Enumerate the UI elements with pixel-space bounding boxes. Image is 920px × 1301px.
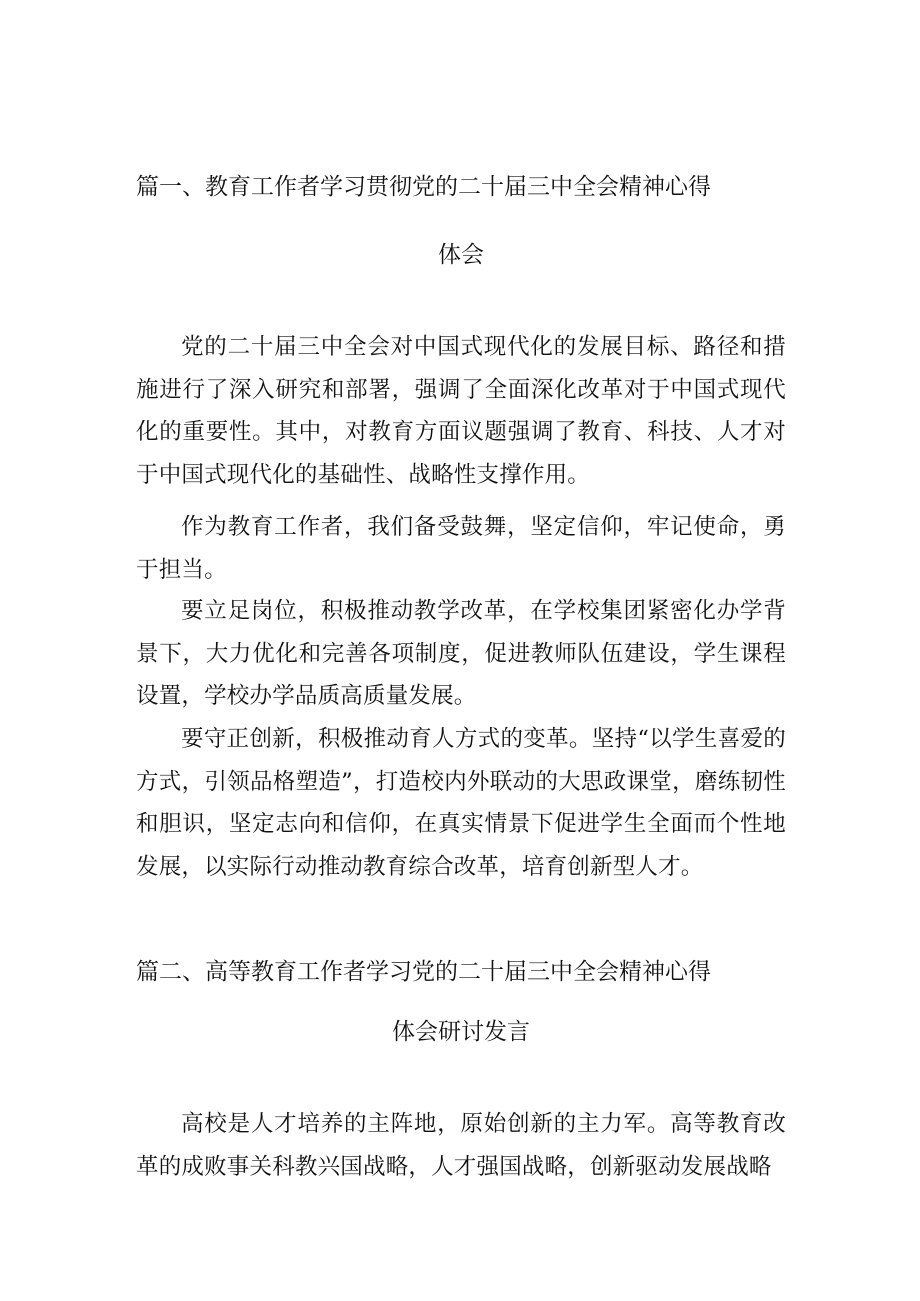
section-1-heading-line1: 篇一、教育工作者学习贯彻党的二十届三中全会精神心得 [136, 174, 711, 200]
section-1-paragraph-3: 要立足岗位，积极推动教学改革，在学校集团紧密化办学背景下，大力优化和完善各项制度，促进教师队伍建设，学生课程设置，学校办学品质高质量发展。 [136, 598, 786, 709]
section-1-heading-line2: 体会 [438, 242, 484, 268]
section-1-paragraph-2: 作为教育工作者，我们备受鼓舞，坚定信仰，牢记使命，勇于担当。 [136, 514, 786, 583]
section-2-heading-line2: 体会研讨发言 [392, 1019, 530, 1045]
section-2-paragraph-1: 高校是人才培养的主阵地，原始创新的主力军。高等教育改革的成败事关科教兴国战略，人才强国战略，创新驱动发展战略 [136, 1111, 786, 1180]
section-2-heading-line1: 篇二、高等教育工作者学习党的二十届三中全会精神心得 [136, 959, 711, 985]
section-1-paragraph-1: 党的二十届三中全会对中国式现代化的发展目标、路径和措施进行了深入研究和部署，强调了全面深化改革对于中国式现代化的重要性。其中，对教育方面议题强调了教育、科技、人才对于中国式现代化的基础性、战略性支撑作用。 [136, 334, 786, 488]
section-1-paragraph-4: 要守正创新，积极推动育人方式的变革。坚持“以学生喜爱的方式，引领品格塑造”，打造校内外联动的大思政课堂，磨练韧性和胆识，坚定志向和信仰，在真实情景下促进学生全面而个性地发展，以实际行动推动教育综合改革，培育创新型人才。 [136, 726, 786, 880]
